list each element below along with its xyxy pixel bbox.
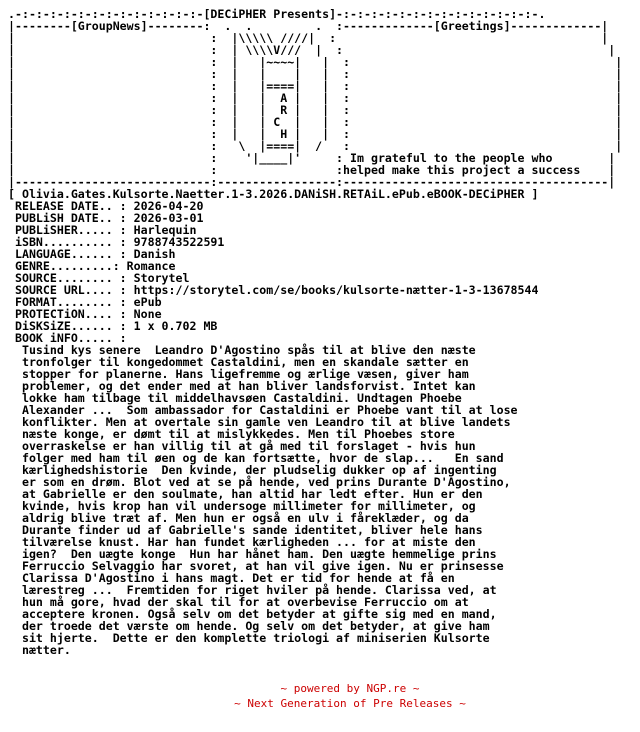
footer-powered-by: ~ powered by NGP.re ~ (280, 682, 420, 695)
nfo-text-block: .-:-:-:-:-:-:-:-:-:-:-:-:-:-[DECiPHER Presents]-:-:-:-:-:-:-:-:-:-:-:-:-:-:-. |--------[GroupNews]--------: . . . :-------------[Greetings]-------------| | : |\\\\\ ////| : | | : | \\\\V/// | : | | : | |~~~~| | : | | : | | | | : | | : | |====| | : | | : | | A | | : | | : | | R | | : | | : | | C | | : | | : | | H | | : | | : \ |====| / : | | : '|____|' : Im grateful to the people who | | : :helped make this project a success | |----------------------------:-----------------:--------------------------------------| [ Olivia.Gates.Kulsorte.Naetter.1-3.2026.DANiSH.RETAiL.ePub.eBOOK-DECiPHER ] RELEASE DATE.. : 2026-04-20 PUBLiSH DATE.. : 2026-03-01 PUBLiSHER..... : Harlequin iSBN.......... : 9788743522591 LANGUAGE...... : Danish GENRE.........: Romance SOURCE........ : Storytel SOURCE URL.... : https://storytel.com/se/books/kulsorte-nætter-1-3-13678544 FORMAT........ : ePub PROTECTiON.... : None DiSKSiZE...... : 1 x 0.702 MB BOOK iNFO..... : Tusind kys senere Leandro D'Agostino spås til at blive den næste tronfolger til kongedommet Castaldini, men en skandale sætter en stopper for planerne. Hans ligefremme og ærlige væsen, giver ham problemer, og det ender med at han bliver landsforvist. Intet kan lokke ham tilbage til middelhavsøen Castaldini. Undtagen Phoebe Alexander ... Som ambassador for Castaldini er Phoebe vant til at lose konflikter. Men at overtale sin gamle ven Leandro til at blive landets næste konge, er dømt til at mislykkedes. Men til Phoebes store overraskelse er han villig til at gå med til forslaget - hvis hun folger med ham til øen og de kan fortsætte, hvor de slap... En sand kærlighedshistorie Den kvinde, der pludselig dukker op af ingenting er som en drøm. Blot ved at se på hende, ved prins Durante D'Agostino, at Gabrielle er den soulmate, han altid har ledt efter. Hun er den kvinde, hvis krop han vil undersoge millimeter for millimeter, og aldrig blive træt af. Men hun er også en ulv i fåreklæder, og da Durante finder ud af Gabrielle's sande identitet, bliver hele hans tilværelse knust. Har han fundet kærligheden ... for at miste den igen? Den uægte konge Hun har hånet ham. Den uægte hemmelige prins Ferruccio Selvaggio har svoret, at han vil give igen. Nu er prinsesse Clarissa D'Agostino i hans magt. Det er tid for hende at få en lærestreg ... Fremtiden for riget hviler på hende. Clarissa ved, at hun må gore, hvad der skal til for at overbevise Ferruccio om at acceptere kronen. Også selv om det betyder at gifte sig med en mand, der troede det værste om hende. Og selv om det betyder, at give ham sit hjerte. Dette er den komplette triologi af miniserien Kulsorte nætter. (8, 7, 623, 657)
footer (0, 681, 640, 711)
footer-tagline: ~ Next Generation of Pre Releases ~ (234, 697, 466, 710)
